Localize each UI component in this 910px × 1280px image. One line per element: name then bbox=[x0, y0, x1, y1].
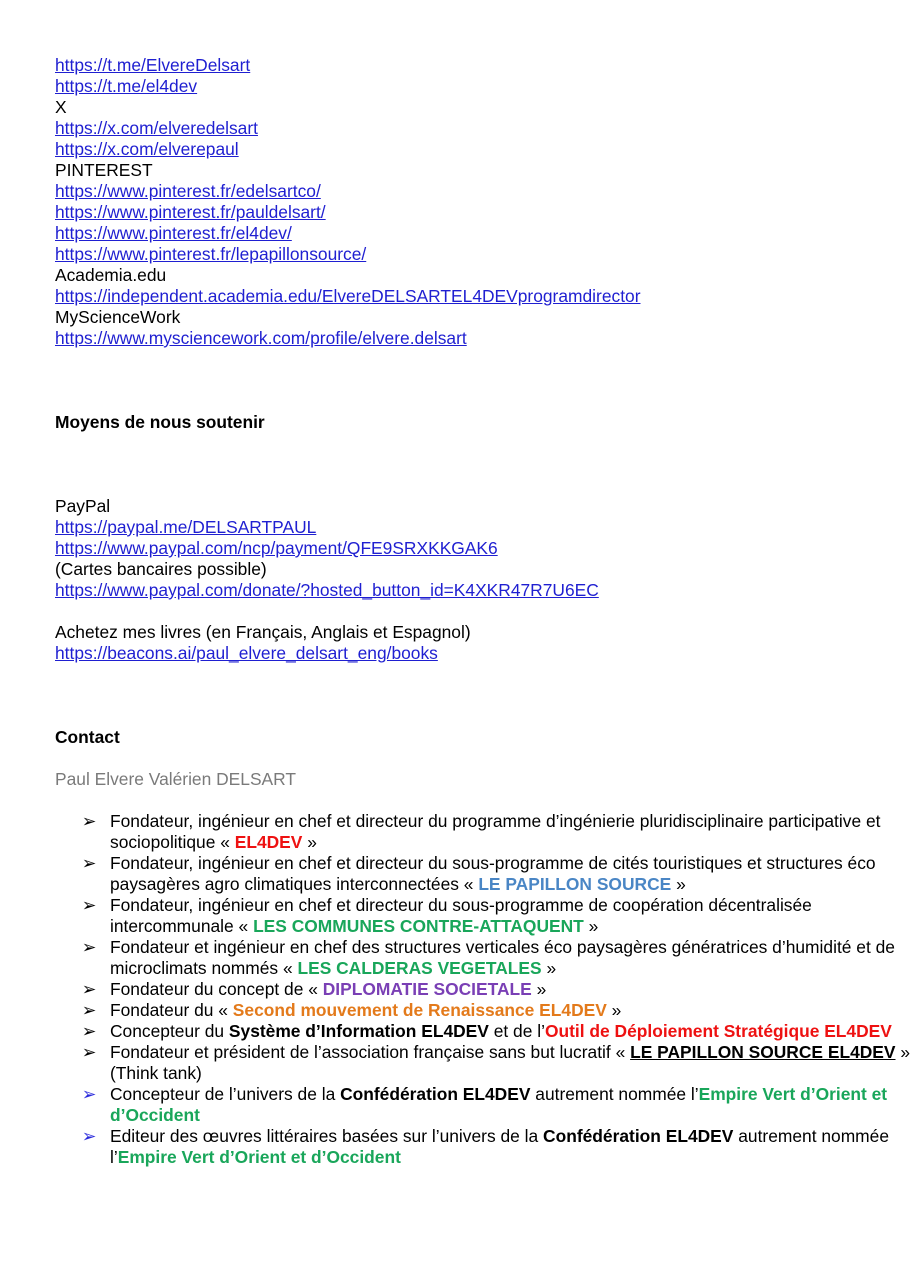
arrow-bullet-icon: ➢ bbox=[81, 1000, 97, 1020]
role-text: » bbox=[606, 1000, 622, 1020]
role-text: » (Think tank) bbox=[110, 1042, 910, 1083]
paypal-label: PayPal bbox=[55, 496, 111, 516]
role-highlight: Système d’Information EL4DEV bbox=[228, 1021, 489, 1041]
arrow-bullet-icon: ➢ bbox=[81, 1042, 97, 1062]
list-item bbox=[55, 1126, 910, 1168]
role-text: Fondateur du « bbox=[110, 1000, 233, 1020]
academia-link[interactable]: https://independent.academia.edu/ElvereDELSARTEL4DEVprogramdirector bbox=[55, 286, 641, 306]
arrow-bullet-icon: ➢ bbox=[81, 811, 97, 831]
telegram-link-2[interactable]: https://t.me/el4dev bbox=[55, 76, 198, 96]
paypal-link-2[interactable]: https://www.paypal.com/ncp/payment/QFE9SRXKKGAK6 bbox=[55, 538, 498, 558]
role-text: » bbox=[302, 832, 317, 852]
role-text: Fondateur et président de l’association française sans but lucratif « bbox=[110, 1042, 631, 1062]
spacer bbox=[55, 601, 865, 622]
document-page bbox=[55, 55, 910, 1168]
mysciencework-link-row bbox=[55, 328, 865, 349]
list-item bbox=[55, 1042, 910, 1084]
role-highlight: EL4DEV bbox=[234, 832, 303, 852]
role-text: Fondateur, ingénieur en chef et directeur du programme d’ingénierie pluridisciplinaire participative et sociopolitique « bbox=[110, 811, 881, 852]
list-item bbox=[55, 853, 910, 895]
role-text: et de l’ bbox=[488, 1021, 545, 1041]
paypal-link-1[interactable]: https://paypal.me/DELSARTPAUL bbox=[55, 517, 317, 537]
role-highlight: LES COMMUNES CONTRE-ATTAQUENT bbox=[253, 916, 584, 936]
pinterest-link-2[interactable]: https://www.pinterest.fr/pauldelsart/ bbox=[55, 202, 326, 222]
mysciencework-label: MyScienceWork bbox=[55, 307, 181, 327]
x-link-2-row bbox=[55, 139, 865, 160]
spacer bbox=[55, 790, 865, 811]
role-highlight: Confédération EL4DEV bbox=[543, 1126, 734, 1146]
pinterest-link-1-row bbox=[55, 181, 865, 202]
role-highlight: Outil de Déploiement Stratégique EL4DEV bbox=[544, 1021, 892, 1041]
spacer bbox=[55, 748, 865, 769]
role-highlight: LE PAPILLON SOURCE EL4DEV bbox=[630, 1042, 896, 1062]
telegram-link-1[interactable]: https://t.me/ElvereDelsart bbox=[55, 55, 251, 75]
books-label: Achetez mes livres (en Français, Anglais et Espagnol) bbox=[55, 622, 471, 642]
list-item bbox=[55, 937, 910, 979]
role-text: autrement nommée l’ bbox=[110, 1126, 890, 1167]
arrow-bullet-icon: ➢ bbox=[81, 937, 97, 957]
x-link-1[interactable]: https://x.com/elveredelsart bbox=[55, 118, 258, 138]
arrow-bullet-icon: ➢ bbox=[81, 1126, 97, 1146]
role-text: Fondateur, ingénieur en chef et directeur du sous-programme de cités touristiques et structures éco paysagères agro climatiques interconnectées « bbox=[110, 853, 876, 894]
pinterest-link-4[interactable]: https://www.pinterest.fr/lepapillonsource/ bbox=[55, 244, 367, 264]
x-link-1-row bbox=[55, 118, 865, 139]
contact-name: Paul Elvere Valérien DELSART bbox=[55, 769, 297, 789]
list-item bbox=[55, 979, 910, 1000]
pinterest-link-1[interactable]: https://www.pinterest.fr/edelsartco/ bbox=[55, 181, 321, 201]
role-highlight: Second mouvement de Renaissance EL4DEV bbox=[232, 1000, 607, 1020]
roles-list bbox=[55, 811, 910, 1168]
list-item bbox=[55, 811, 910, 853]
spacer bbox=[55, 664, 865, 727]
cards-note: (Cartes bancaires possible) bbox=[55, 559, 267, 579]
role-text: Editeur des œuvres littéraires basées sur l’univers de la bbox=[110, 1126, 544, 1146]
pinterest-link-3[interactable]: https://www.pinterest.fr/el4dev/ bbox=[55, 223, 292, 243]
role-text: » bbox=[531, 979, 547, 999]
arrow-bullet-icon: ➢ bbox=[81, 853, 97, 873]
role-highlight: Empire Vert d’Orient et d’Occident bbox=[117, 1147, 401, 1167]
pinterest-link-3-row bbox=[55, 223, 865, 244]
role-text: » bbox=[541, 958, 557, 978]
role-text: Concepteur de l’univers de la bbox=[110, 1084, 341, 1104]
arrow-bullet-icon: ➢ bbox=[81, 895, 97, 915]
telegram-link-1-row bbox=[55, 55, 865, 76]
telegram-link-2-row bbox=[55, 76, 865, 97]
role-text: » bbox=[583, 916, 599, 936]
role-highlight: LES CALDERAS VEGETALES bbox=[297, 958, 542, 978]
x-link-2[interactable]: https://x.com/elverepaul bbox=[55, 139, 239, 159]
mysciencework-link[interactable]: https://www.mysciencework.com/profile/elvere.delsart bbox=[55, 328, 467, 348]
arrow-bullet-icon: ➢ bbox=[81, 1084, 97, 1104]
role-text: » bbox=[671, 874, 686, 894]
role-highlight: DIPLOMATIE SOCIETALE bbox=[322, 979, 532, 999]
spacer bbox=[55, 349, 865, 412]
books-link[interactable]: https://beacons.ai/paul_elvere_delsart_eng/books bbox=[55, 643, 438, 663]
spacer bbox=[55, 433, 865, 496]
list-item bbox=[55, 1021, 910, 1042]
x-label: X bbox=[55, 97, 67, 117]
pinterest-link-2-row bbox=[55, 202, 865, 223]
arrow-bullet-icon: ➢ bbox=[81, 1021, 97, 1041]
paypal-link-2-row bbox=[55, 538, 865, 559]
role-text: Fondateur et ingénieur en chef des structures verticales éco paysagères génératrices d’humidité et de microclimats nommés « bbox=[110, 937, 895, 978]
books-link-row bbox=[55, 643, 865, 664]
academia-label: Academia.edu bbox=[55, 265, 167, 285]
paypal-link-3[interactable]: https://www.paypal.com/donate/?hosted_button_id=K4XKR47R7U6EC bbox=[55, 580, 599, 600]
paypal-link-3-row bbox=[55, 580, 865, 601]
role-text: Fondateur, ingénieur en chef et directeur du sous-programme de coopération décentralisée intercommunale « bbox=[110, 895, 812, 936]
role-text: Fondateur du concept de « bbox=[110, 979, 323, 999]
pinterest-label: PINTEREST bbox=[55, 160, 153, 180]
arrow-bullet-icon: ➢ bbox=[81, 979, 97, 999]
list-item bbox=[55, 1084, 910, 1126]
paypal-link-1-row bbox=[55, 517, 865, 538]
role-text: Concepteur du bbox=[110, 1021, 229, 1041]
pinterest-link-4-row bbox=[55, 244, 865, 265]
role-text: autrement nommée l’ bbox=[530, 1084, 699, 1104]
list-item bbox=[55, 895, 910, 937]
academia-link-row bbox=[55, 286, 865, 307]
role-highlight: Empire Vert d’Orient et d’Occident bbox=[110, 1084, 888, 1125]
role-highlight: LE PAPILLON SOURCE bbox=[478, 874, 672, 894]
contact-heading: Contact bbox=[55, 727, 120, 747]
list-item bbox=[55, 1000, 910, 1021]
role-highlight: Confédération EL4DEV bbox=[340, 1084, 531, 1104]
support-heading: Moyens de nous soutenir bbox=[55, 412, 265, 432]
